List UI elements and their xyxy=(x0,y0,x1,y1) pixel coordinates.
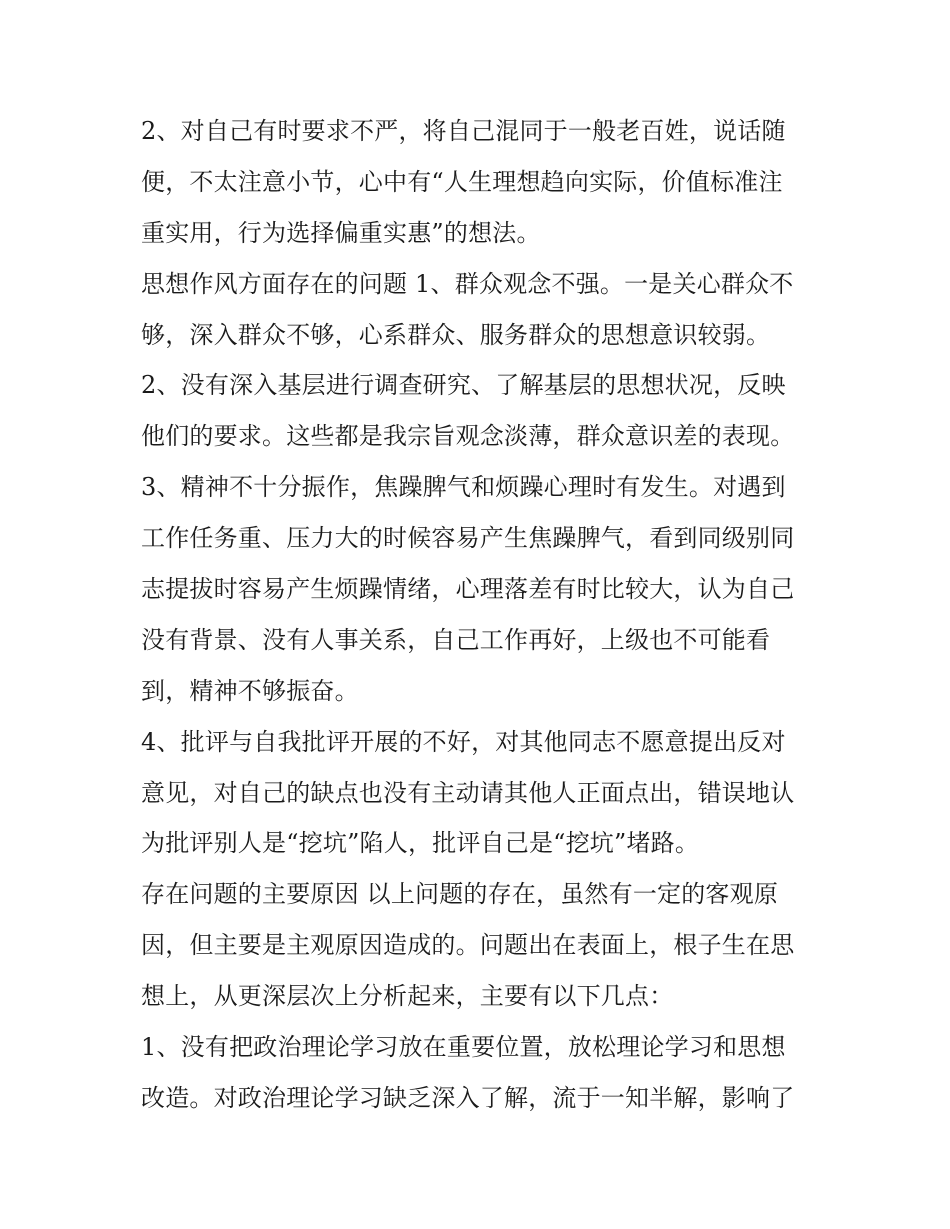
text-line: 够，深入群众不够，心系群众、服务群众的思想意识较弱。 xyxy=(141,320,771,349)
text-line: 2、对自己有时要求不严，将自己混同于一般老百姓，说话随 xyxy=(141,117,786,145)
text-line: 到，精神不够振奋。 xyxy=(141,676,359,705)
text-line: 3、精神不十分振作，焦躁脾气和烦躁心理时有发生。对遇到 xyxy=(141,473,786,502)
text-line: 重实用，行为选择偏重实惠”的想法。 xyxy=(141,218,541,247)
text-line: 因，但主要是主观原因造成的。问题出在表面上，根子生在思 xyxy=(141,931,795,960)
text-line: 工作任务重、压力大的时候容易产生焦躁脾气，看到同级别同 xyxy=(141,524,795,553)
text-line: 思想作风方面存在的问题 1、群众观念不强。一是关心群众不 xyxy=(141,269,794,298)
text-line: 想上，从更深层次上分析起来，主要有以下几点： xyxy=(141,982,674,1011)
text-line: 意见，对自己的缺点也没有主动请其他人正面点出，错误地认 xyxy=(141,778,795,807)
text-line: 改造。对政治理论学习缺乏深入了解，流于一知半解，影响了 xyxy=(141,1083,795,1112)
text-line: 便，不太注意小节，心中有“人生理想趋向实际，价值标准注 xyxy=(141,167,783,196)
text-line: 为批评别人是“挖坑”陷人，批评自己是“挖坑”堵路。 xyxy=(141,829,700,858)
text-line: 存在问题的主要原因 以上问题的存在，虽然有一定的客观原 xyxy=(141,880,779,909)
text-line: 4、批评与自我批评开展的不好，对其他同志不愿意提出反对 xyxy=(141,727,786,756)
text-line: 2、没有深入基层进行调查研究、了解基层的思想状况，反映 xyxy=(141,371,786,400)
text-line: 他们的要求。这些都是我宗旨观念淡薄，群众意识差的表现。 xyxy=(141,422,795,451)
text-line: 1、没有把政治理论学习放在重要位置，放松理论学习和思想 xyxy=(141,1033,786,1062)
text-line: 志提拔时容易产生烦躁情绪，心理落差有时比较大，认为自己 xyxy=(141,575,795,604)
text-line: 没有背景、没有人事关系，自己工作再好，上级也不可能看 xyxy=(141,625,771,654)
document-body xyxy=(141,106,813,1124)
